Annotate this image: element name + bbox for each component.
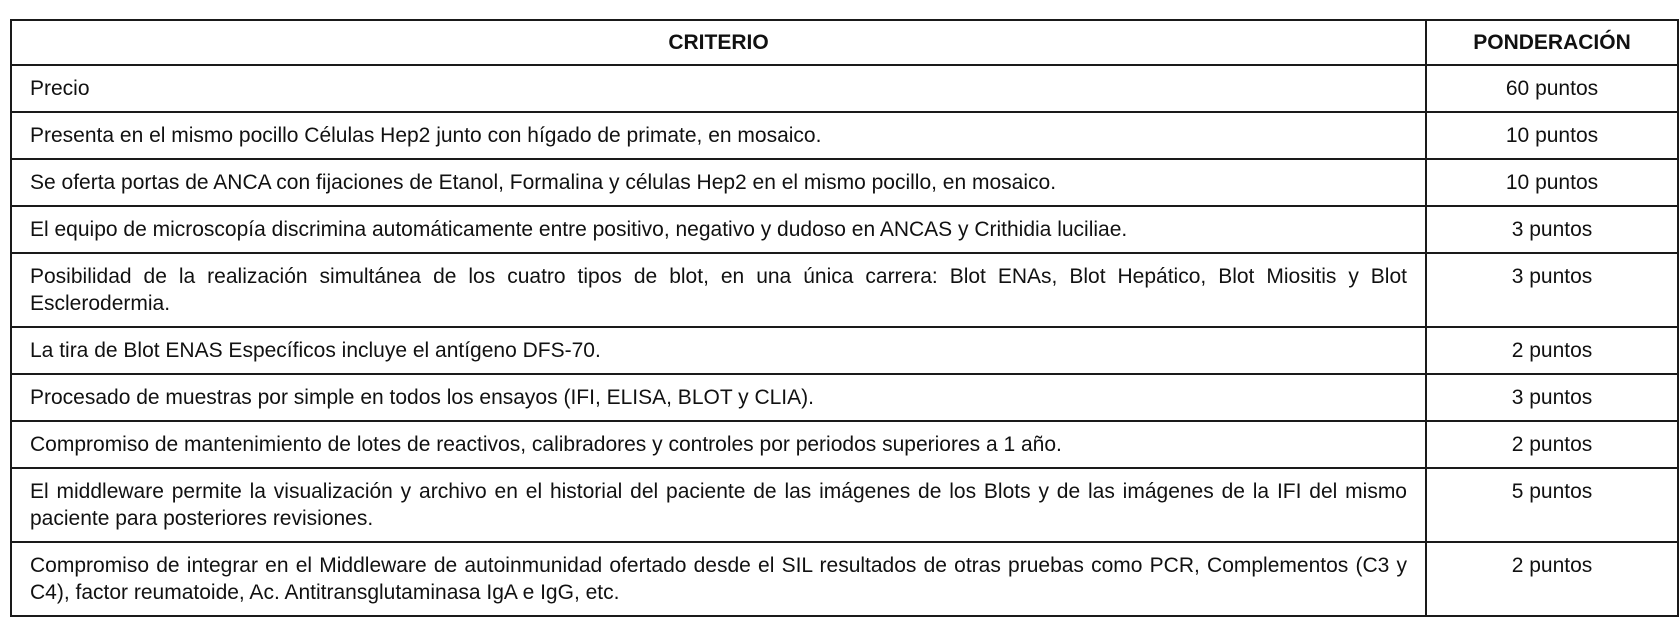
table-row — [11, 468, 1678, 542]
table-row — [11, 327, 1678, 374]
puntos-cell: 5 puntos — [1426, 468, 1678, 542]
table-row — [11, 159, 1678, 206]
puntos-cell: 2 puntos — [1426, 421, 1678, 468]
criterio-cell: La tira de Blot ENAS Específicos incluye el antígeno DFS-70. — [11, 327, 1426, 374]
criterio-cell: Se oferta portas de ANCA con fijaciones de Etanol, Formalina y células Hep2 en el mismo pocillo, en mosaico. — [11, 159, 1426, 206]
table-row — [11, 65, 1678, 112]
puntos-cell: 10 puntos — [1426, 159, 1678, 206]
criterio-cell: Compromiso de mantenimiento de lotes de reactivos, calibradores y controles por periodos superiores a 1 año. — [11, 421, 1426, 468]
criterio-cell: El equipo de microscopía discrimina automáticamente entre positivo, negativo y dudoso en ANCAS y Crithidia luciliae. — [11, 206, 1426, 253]
puntos-cell: 3 puntos — [1426, 206, 1678, 253]
puntos-cell: 10 puntos — [1426, 112, 1678, 159]
table-header-row — [11, 20, 1678, 65]
puntos-cell: 2 puntos — [1426, 327, 1678, 374]
puntos-cell: 3 puntos — [1426, 374, 1678, 421]
criterio-cell: Compromiso de integrar en el Middleware de autoinmunidad ofertado desde el SIL resultados de otras pruebas como PCR, Complementos (C3 y C4), factor reumatoide, Ac. Antitransglutaminasa IgA e IgG, etc. — [11, 542, 1426, 616]
header-ponderacion: PONDERACIÓN — [1426, 20, 1678, 65]
puntos-cell: 3 puntos — [1426, 253, 1678, 327]
table-row — [11, 206, 1678, 253]
criterio-cell: Procesado de muestras por simple en todos los ensayos (IFI, ELISA, BLOT y CLIA). — [11, 374, 1426, 421]
criterio-cell: El middleware permite la visualización y archivo en el historial del paciente de las imágenes de los Blots y de las imágenes de la IFI del mismo paciente para posteriores revisiones. — [11, 468, 1426, 542]
criterio-cell: Presenta en el mismo pocillo Células Hep2 junto con hígado de primate, en mosaico. — [11, 112, 1426, 159]
header-criterio: CRITERIO — [11, 20, 1426, 65]
puntos-cell: 2 puntos — [1426, 542, 1678, 616]
table-row — [11, 253, 1678, 327]
table-row — [11, 374, 1678, 421]
table-row — [11, 421, 1678, 468]
criteria-table-container — [10, 19, 1677, 617]
criterio-cell: Posibilidad de la realización simultánea de los cuatro tipos de blot, en una única carrera: Blot ENAs, Blot Hepático, Blot Miositis y Blot Esclerodermia. — [11, 253, 1426, 327]
puntos-cell: 60 puntos — [1426, 65, 1678, 112]
table-row — [11, 542, 1678, 616]
table-row — [11, 112, 1678, 159]
criteria-table — [10, 19, 1679, 617]
criterio-cell: Precio — [11, 65, 1426, 112]
